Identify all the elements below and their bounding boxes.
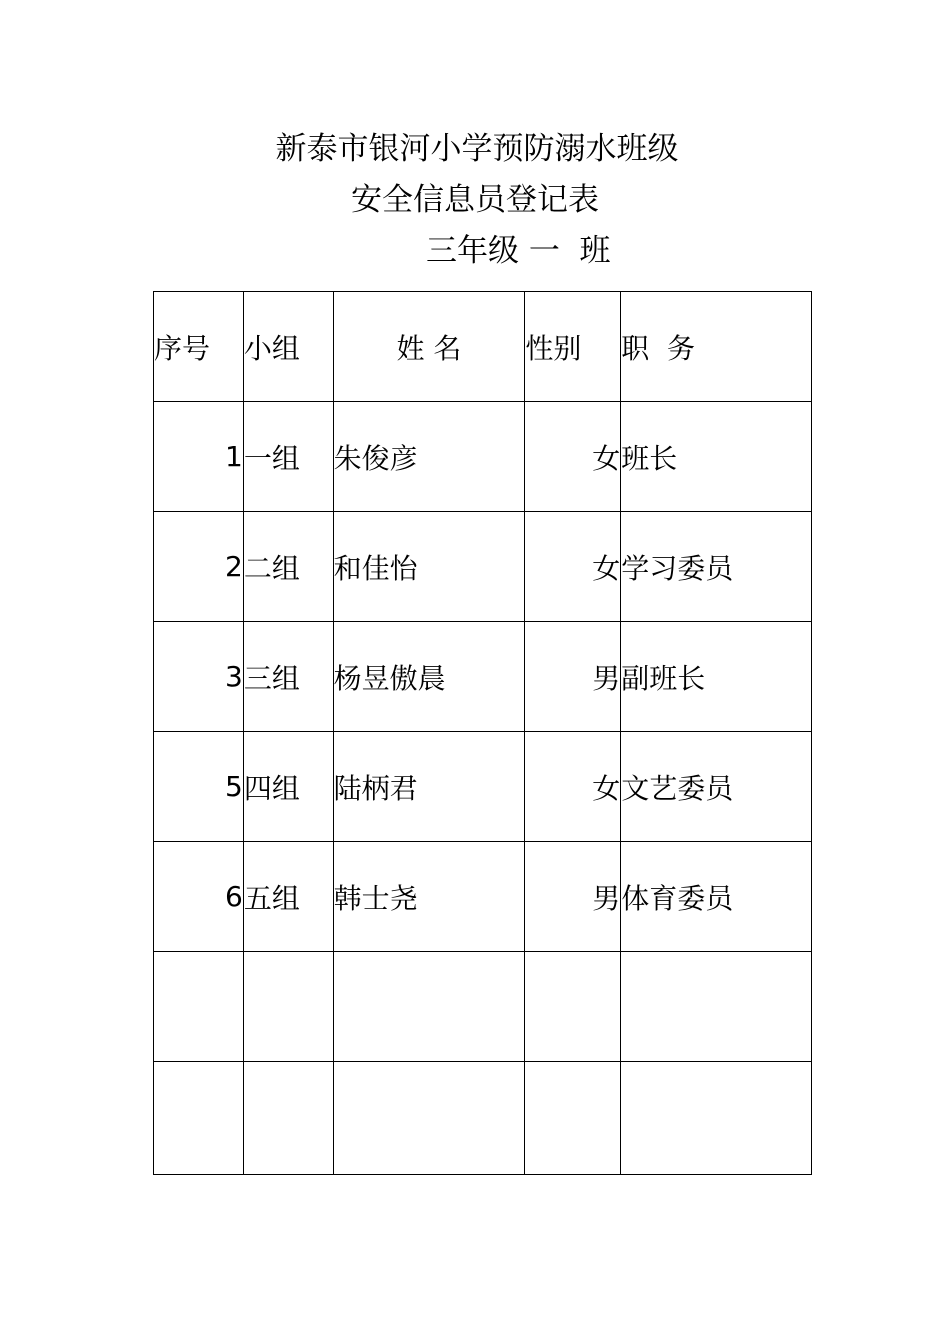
cell-gender xyxy=(525,952,621,1062)
class-label: 三年级 一 班 xyxy=(426,233,611,269)
cell-seq xyxy=(154,1062,244,1175)
header-gender: 性别 xyxy=(525,292,621,402)
cell-role: 文艺委员 xyxy=(621,732,812,842)
header-name: 姓 名 xyxy=(333,292,525,402)
cell-seq xyxy=(154,952,244,1062)
cell-seq: 2 xyxy=(154,512,244,622)
cell-gender xyxy=(525,1062,621,1175)
document-subtitle: 安全信息员登记表 xyxy=(351,182,599,218)
cell-gender: 男 xyxy=(525,842,621,952)
cell-role: 体育委员 xyxy=(621,842,812,952)
cell-role xyxy=(621,1062,812,1175)
registration-table xyxy=(153,291,812,1175)
cell-name: 和佳怡 xyxy=(333,512,525,622)
table-header-row xyxy=(154,292,812,402)
cell-group: 三组 xyxy=(243,622,333,732)
cell-name xyxy=(333,1062,525,1175)
cell-seq: 3 xyxy=(154,622,244,732)
cell-name: 杨昱傲晨 xyxy=(333,622,525,732)
cell-group: 四组 xyxy=(243,732,333,842)
cell-role xyxy=(621,952,812,1062)
cell-seq: 5 xyxy=(154,732,244,842)
table-row xyxy=(154,842,812,952)
document-title: 新泰市银河小学预防溺水班级 xyxy=(275,131,679,167)
cell-gender: 女 xyxy=(525,402,621,512)
cell-name: 陆柄君 xyxy=(333,732,525,842)
cell-role: 班长 xyxy=(621,402,812,512)
table-row-empty xyxy=(154,1062,812,1175)
cell-name: 韩士尧 xyxy=(333,842,525,952)
table-row xyxy=(154,732,812,842)
table-row xyxy=(154,512,812,622)
header-seq: 序号 xyxy=(154,292,244,402)
cell-seq: 6 xyxy=(154,842,244,952)
cell-group: 五组 xyxy=(243,842,333,952)
cell-group: 二组 xyxy=(243,512,333,622)
cell-gender: 男 xyxy=(525,622,621,732)
cell-role: 学习委员 xyxy=(621,512,812,622)
cell-group: 一组 xyxy=(243,402,333,512)
cell-group xyxy=(243,952,333,1062)
header-group: 小组 xyxy=(243,292,333,402)
cell-seq: 1 xyxy=(154,402,244,512)
table-row xyxy=(154,402,812,512)
cell-name xyxy=(333,952,525,1062)
header-role: 职 务 xyxy=(621,292,812,402)
cell-gender: 女 xyxy=(525,732,621,842)
table-row-empty xyxy=(154,952,812,1062)
cell-role: 副班长 xyxy=(621,622,812,732)
cell-name: 朱俊彦 xyxy=(333,402,525,512)
cell-gender: 女 xyxy=(525,512,621,622)
table-row xyxy=(154,622,812,732)
cell-group xyxy=(243,1062,333,1175)
